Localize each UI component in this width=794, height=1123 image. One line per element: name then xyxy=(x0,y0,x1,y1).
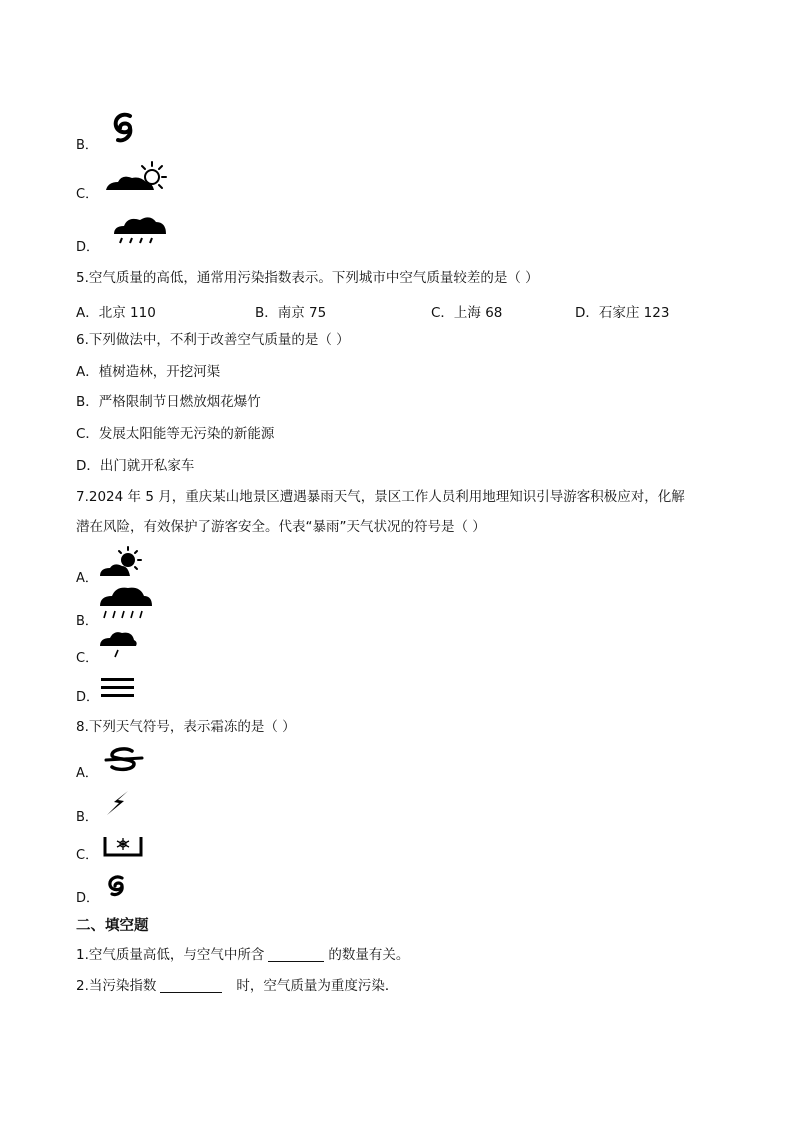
q6-stem: 6.下列做法中，不利于改善空气质量的是（ ） xyxy=(76,332,350,348)
q4-option-c-label: C． xyxy=(76,187,99,202)
fill-question-1-before: 1.空气质量高低，与空气中所含 xyxy=(76,947,265,963)
q5-option-c: C．上海 68 xyxy=(431,305,503,321)
q4-option-d-label: D． xyxy=(76,240,100,255)
typhoon-small-icon xyxy=(104,874,130,898)
q7-option-b-label: B． xyxy=(76,614,98,629)
fill-blank-1[interactable] xyxy=(268,947,324,962)
q8-option-b-label: B． xyxy=(76,810,98,825)
heavy-rain-icon xyxy=(98,584,154,624)
q7-option-a-label: A． xyxy=(76,571,98,586)
sleet-icon xyxy=(110,212,170,248)
q6-option-a: A．植树造林，开挖河渠 xyxy=(76,364,221,380)
fill-question-2-before: 2.当污染指数 xyxy=(76,978,157,994)
typhoon-icon xyxy=(106,110,140,144)
section-heading-fill-in: 二、填空题 xyxy=(76,918,149,934)
q7-option-c-label: C． xyxy=(76,651,99,666)
q5-option-b: B．南京 75 xyxy=(255,305,327,321)
dust-icon xyxy=(104,746,144,774)
partly-cloudy-icon xyxy=(98,546,146,580)
q6-option-b: B．严格限制节日燃放烟花爆竹 xyxy=(76,394,261,410)
q5-option-a: A．北京 110 xyxy=(76,305,156,321)
lightning-icon xyxy=(104,789,132,817)
q5-stem: 5.空气质量的高低，通常用污染指数表示。下列城市中空气质量较差的是（ ） xyxy=(76,270,539,286)
q7-stem-line2: 潜在风险，有效保护了游客安全。代表“暴雨”天气状况的符号是（ ） xyxy=(76,519,486,535)
q8-option-c-label: C． xyxy=(76,848,99,863)
fog-icon xyxy=(100,675,136,701)
sandstorm-icon xyxy=(102,160,176,194)
fill-question-1-after: 的数量有关。 xyxy=(328,947,410,963)
q6-option-d: D．出门就开私家车 xyxy=(76,458,195,474)
fill-question-1 xyxy=(76,946,409,964)
q7-stem-line1: 7.2024 年 5 月，重庆某山地景区遭遇暴雨天气，景区工作人员利用地理知识引导游客积极应对，化解 xyxy=(76,489,685,505)
q5-option-d: D．石家庄 123 xyxy=(575,305,670,321)
q8-option-d-label: D． xyxy=(76,891,100,906)
fill-question-2-after: 时，空气质量为重度污染． xyxy=(236,978,399,994)
q8-stem: 8.下列天气符号，表示霜冻的是（ ） xyxy=(76,719,296,735)
frost-icon xyxy=(102,833,144,859)
q7-option-d-label: D． xyxy=(76,690,100,705)
q8-option-a-label: A． xyxy=(76,766,98,781)
q4-option-b-label: B． xyxy=(76,138,98,153)
fill-blank-2[interactable] xyxy=(160,978,222,993)
q6-option-c: C．发展太阳能等无污染的新能源 xyxy=(76,426,275,442)
fill-question-2 xyxy=(76,977,398,995)
light-rain-icon xyxy=(98,628,140,662)
